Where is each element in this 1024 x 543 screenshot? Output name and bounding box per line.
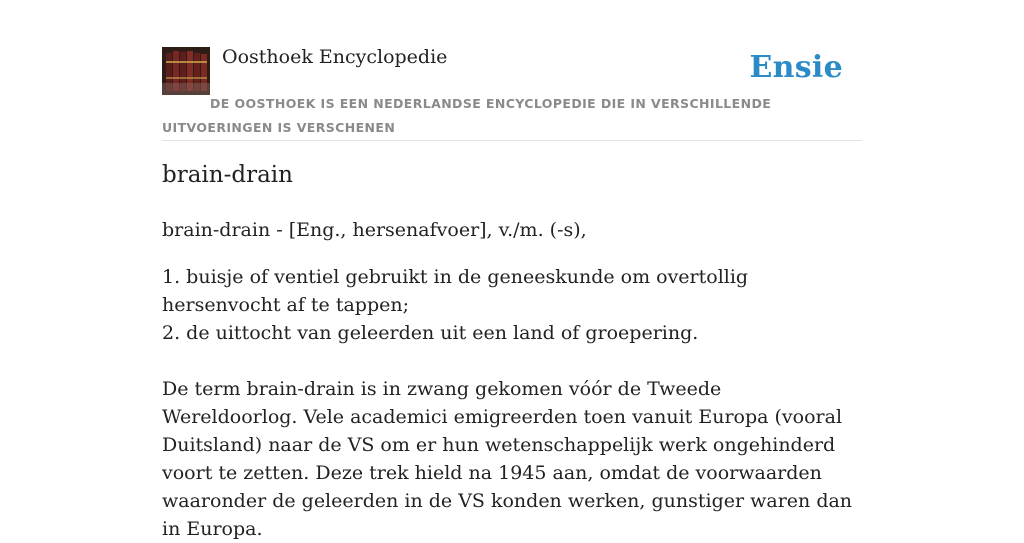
- entry-content: [162, 216, 862, 543]
- book-spines-icon: [162, 47, 210, 95]
- meaning-item: 1. buisje of ventiel gebruikt in de geneeskunde om overtollig hersenvocht af te tappen;: [162, 266, 749, 316]
- site-header: [162, 44, 862, 141]
- source-tagline: DE OOSTHOEK IS EEN NEDERLANDSE ENCYCLOPEDIE DIE IN VERSCHILLENDE UITVOERINGEN IS VERSCHENEN: [162, 96, 772, 135]
- entry-body: De term brain-drain is in zwang gekomen vóór de Tweede Wereldoorlog. Vele academici emigreerden toen vanuit Europa (vooral Duitsland) naar de VS om er hun wetenschappelijk werk ongehinderd voort te zetten. Deze trek hield na 1945 aan, omdat de voorwaarden waaronder de geleerden in de VS konden werken, gunstiger waren dan in Europa.: [162, 378, 853, 540]
- source-title[interactable]: Oosthoek Encyclopedie: [222, 46, 448, 68]
- source-avatar[interactable]: [162, 47, 210, 95]
- paragraph-gap: [162, 347, 862, 375]
- ensie-logo-link[interactable]: Ensie: [749, 50, 843, 85]
- entry-title: brain-drain: [162, 162, 293, 188]
- entry-definition: brain-drain - [Eng., hersenafvoer], v./m. (-s),: [162, 219, 587, 241]
- meaning-item: 2. de uittocht van geleerden uit een land of groepering.: [162, 322, 699, 344]
